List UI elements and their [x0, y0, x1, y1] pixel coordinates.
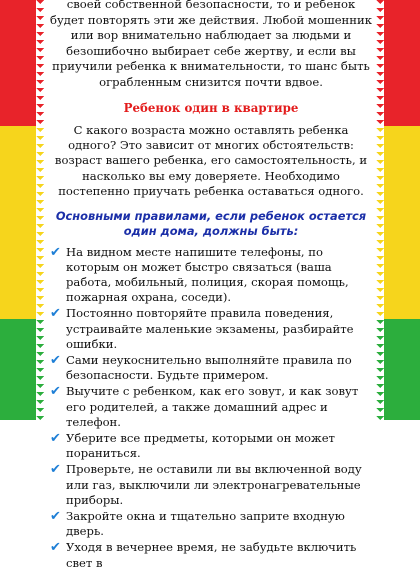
intro-paragraph: своей собственной безопасности, то и ребенок будет повторять эти же действия. Любой мошенник или вор внимательно наблюдает за людьми и безошибочно выбирает себе жертву, и если вы приучили ребенка к внимательности, то шанс быть ограбленным снизится почти вдвое.: [50, 0, 372, 89]
list-item-text: Закройте окна и тщательно заприте входную дверь.: [66, 509, 345, 539]
zigzag-border-left: [36, 0, 44, 420]
list-item-text: Постоянно повторяйте правила поведения, устраивайте маленькие экзамены, разбирайте ошибки.: [66, 306, 354, 351]
check-icon: ✔: [50, 353, 61, 369]
check-icon: ✔: [50, 462, 61, 478]
list-item: [50, 384, 372, 430]
list-item: [50, 431, 372, 461]
list-item: [50, 509, 372, 539]
list-item: [50, 353, 372, 383]
list-item-text: На видном месте напишите телефоны, по которым он может быстро связаться (ваша работа, мобильный, полиция, скорая помощь, пожарная охрана, соседи).: [66, 244, 349, 305]
list-item-text: Выучите с ребенком, как его зовут, и как зовут его родителей, а также домашний адрес и телефон.: [66, 384, 359, 429]
list-item: [50, 306, 372, 352]
check-icon: ✔: [50, 540, 61, 556]
check-icon: ✔: [50, 384, 61, 400]
section-paragraph: С какого возраста можно оставлять ребенка одного? Это зависит от многих обстоятельств: возраст вашего ребенка, его самостоятельность, и насколько вы ему доверяете. Необходимо постепенно приучать ребенка оставаться одного.: [54, 122, 368, 199]
check-icon: ✔: [50, 306, 61, 322]
list-item-text: Уходя в вечернее время, не забудьте включить свет в: [66, 540, 357, 570]
rules-title: Основными правилами, если ребенок остается один дома, должны быть:: [55, 208, 367, 238]
list-item: [50, 540, 372, 570]
check-icon: ✔: [50, 244, 61, 260]
check-icon: ✔: [50, 431, 61, 447]
check-icon: ✔: [50, 509, 61, 525]
list-item-text: Сами неукоснительно выполняйте правила по безопасности. Будьте примером.: [66, 353, 352, 383]
list-item-text: Проверьте, не оставили ли вы включенной воду или газ, выключили ли электронагревательные приборы.: [66, 462, 362, 507]
list-item-text: Уберите все предметы, которыми он может пораниться.: [66, 431, 335, 461]
list-item: [50, 462, 372, 508]
rules-list: [50, 245, 372, 571]
document-page: [44, 0, 376, 570]
section-title: Ребенок один в квартире: [123, 100, 299, 115]
list-item: [50, 245, 372, 306]
zigzag-border-right: [376, 0, 384, 420]
